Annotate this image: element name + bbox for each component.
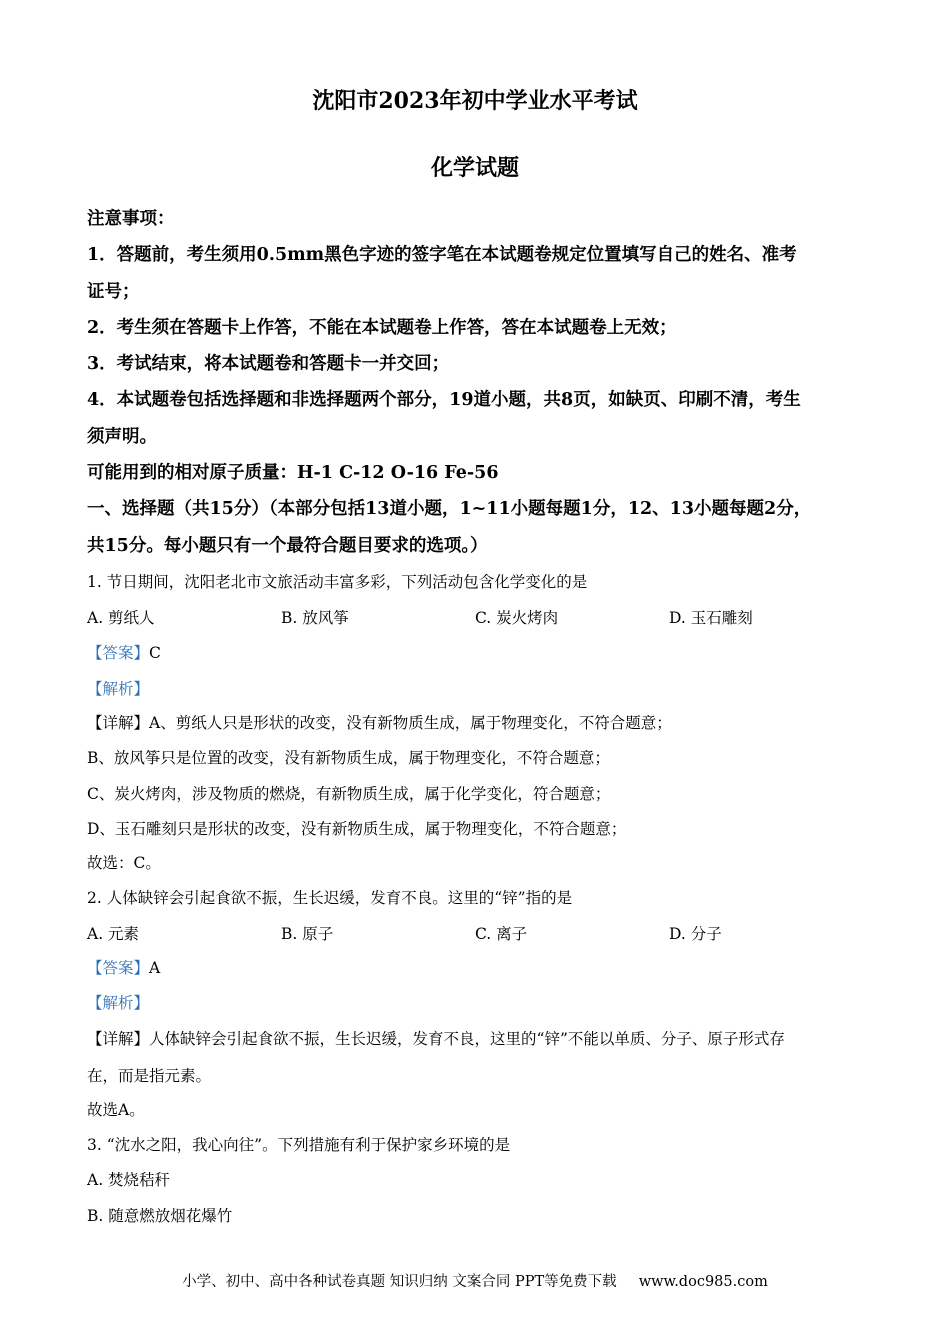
q1-detail-4: D、玉石雕刻只是形状的改变，没有新物质生成，属于物理变化，不符合题意； bbox=[87, 820, 627, 838]
q3-stem: 3. “沈水之阳，我心向往”。下列措施有利于保护家乡环境的是 bbox=[87, 1136, 511, 1154]
answer-value: A bbox=[149, 959, 161, 977]
q1-option-d: D. 玉石雕刻 bbox=[669, 609, 753, 627]
atomic-mass-line: 可能用到的相对原子质量：H-1 C-12 O-16 Fe-56 bbox=[87, 463, 499, 483]
q1-detail-3: C、炭火烤肉，涉及物质的燃烧，有新物质生成，属于化学变化，符合题意； bbox=[87, 785, 611, 803]
q2-conclusion: 故选A。 bbox=[87, 1101, 145, 1119]
q2-detail-1 bbox=[87, 1027, 785, 1049]
notice-item-1-cont: 证号； bbox=[87, 282, 140, 302]
q2-answer bbox=[87, 956, 160, 978]
detail-text: 人体缺锌会引起食欲不振，生长迟缓，发育不良，这里的“锌”不能以单质、分子、原子形式存 bbox=[149, 1030, 785, 1048]
detail-tag: 【详解】 bbox=[87, 1030, 150, 1048]
q2-option-d: D. 分子 bbox=[669, 925, 722, 943]
notice-item-1: 1．答题前，考生须用0.5mm黑色字迹的签字笔在本试题卷规定位置填写自己的姓名、准考 bbox=[87, 245, 797, 265]
answer-value: C bbox=[149, 644, 161, 662]
q1-detail-1 bbox=[87, 711, 672, 733]
q1-stem: 1. 节日期间，沈阳老北市文旅活动丰富多彩，下列活动包含化学变化的是 bbox=[87, 573, 588, 591]
q3-option-a: A. 焚烧秸秆 bbox=[87, 1171, 171, 1189]
q1-option-c: C. 炭火烤肉 bbox=[475, 609, 559, 627]
q1-conclusion: 故选：C。 bbox=[87, 854, 161, 872]
notice-item-3: 3．考试结束，将本试题卷和答题卡一并交回； bbox=[87, 354, 450, 374]
q2-analysis-tag: 【解析】 bbox=[87, 994, 150, 1012]
section-heading-cont: 共15分。每小题只有一个最符合题目要求的选项。） bbox=[87, 536, 488, 556]
section-heading: 一、选择题（共15分）（本部分包括13道小题，1~11小题每题1分，12、13小题每题2分， bbox=[87, 499, 812, 519]
q1-option-a: A. 剪纸人 bbox=[87, 609, 155, 627]
notice-item-2: 2．考生须在答题卡上作答，不能在本试题卷上作答，答在本试题卷上无效； bbox=[87, 318, 677, 338]
q2-option-c: C. 离子 bbox=[475, 925, 528, 943]
page-footer bbox=[0, 1270, 950, 1291]
q2-stem: 2. 人体缺锌会引起食欲不振，生长迟缓，发育不良。这里的“锌”指的是 bbox=[87, 889, 573, 907]
q2-detail-2: 在，而是指元素。 bbox=[87, 1067, 212, 1085]
detail-text: A、剪纸人只是形状的改变，没有新物质生成，属于物理变化，不符合题意； bbox=[149, 714, 672, 732]
q1-analysis-tag: 【解析】 bbox=[87, 680, 150, 698]
notice-item-4: 4．本试题卷包括选择题和非选择题两个部分，19道小题，共8页，如缺页、印刷不清，考生 bbox=[87, 390, 801, 410]
answer-tag: 【答案】 bbox=[87, 644, 150, 662]
detail-tag: 【详解】 bbox=[87, 714, 150, 732]
q1-detail-2: B、放风筝只是位置的改变，没有新物质生成，属于物理变化，不符合题意； bbox=[87, 749, 610, 767]
footer-url[interactable]: www.doc985.com bbox=[638, 1274, 768, 1290]
page-title: 沈阳市2023年初中学业水平考试 bbox=[312, 88, 638, 114]
q1-answer bbox=[87, 641, 161, 663]
footer-text: 小学、初中、高中各种试卷真题 知识归纳 文案合同 PPT等免费下载 bbox=[182, 1274, 617, 1290]
notice-item-4-cont: 须声明。 bbox=[87, 427, 157, 447]
notice-heading: 注意事项： bbox=[87, 209, 175, 229]
q2-option-a: A. 元素 bbox=[87, 925, 140, 943]
answer-tag: 【答案】 bbox=[87, 959, 150, 977]
q2-option-b: B. 原子 bbox=[281, 925, 334, 943]
q1-option-b: B. 放风筝 bbox=[281, 609, 349, 627]
page-subtitle: 化学试题 bbox=[430, 155, 519, 181]
q3-option-b: B. 随意燃放烟花爆竹 bbox=[87, 1207, 233, 1225]
